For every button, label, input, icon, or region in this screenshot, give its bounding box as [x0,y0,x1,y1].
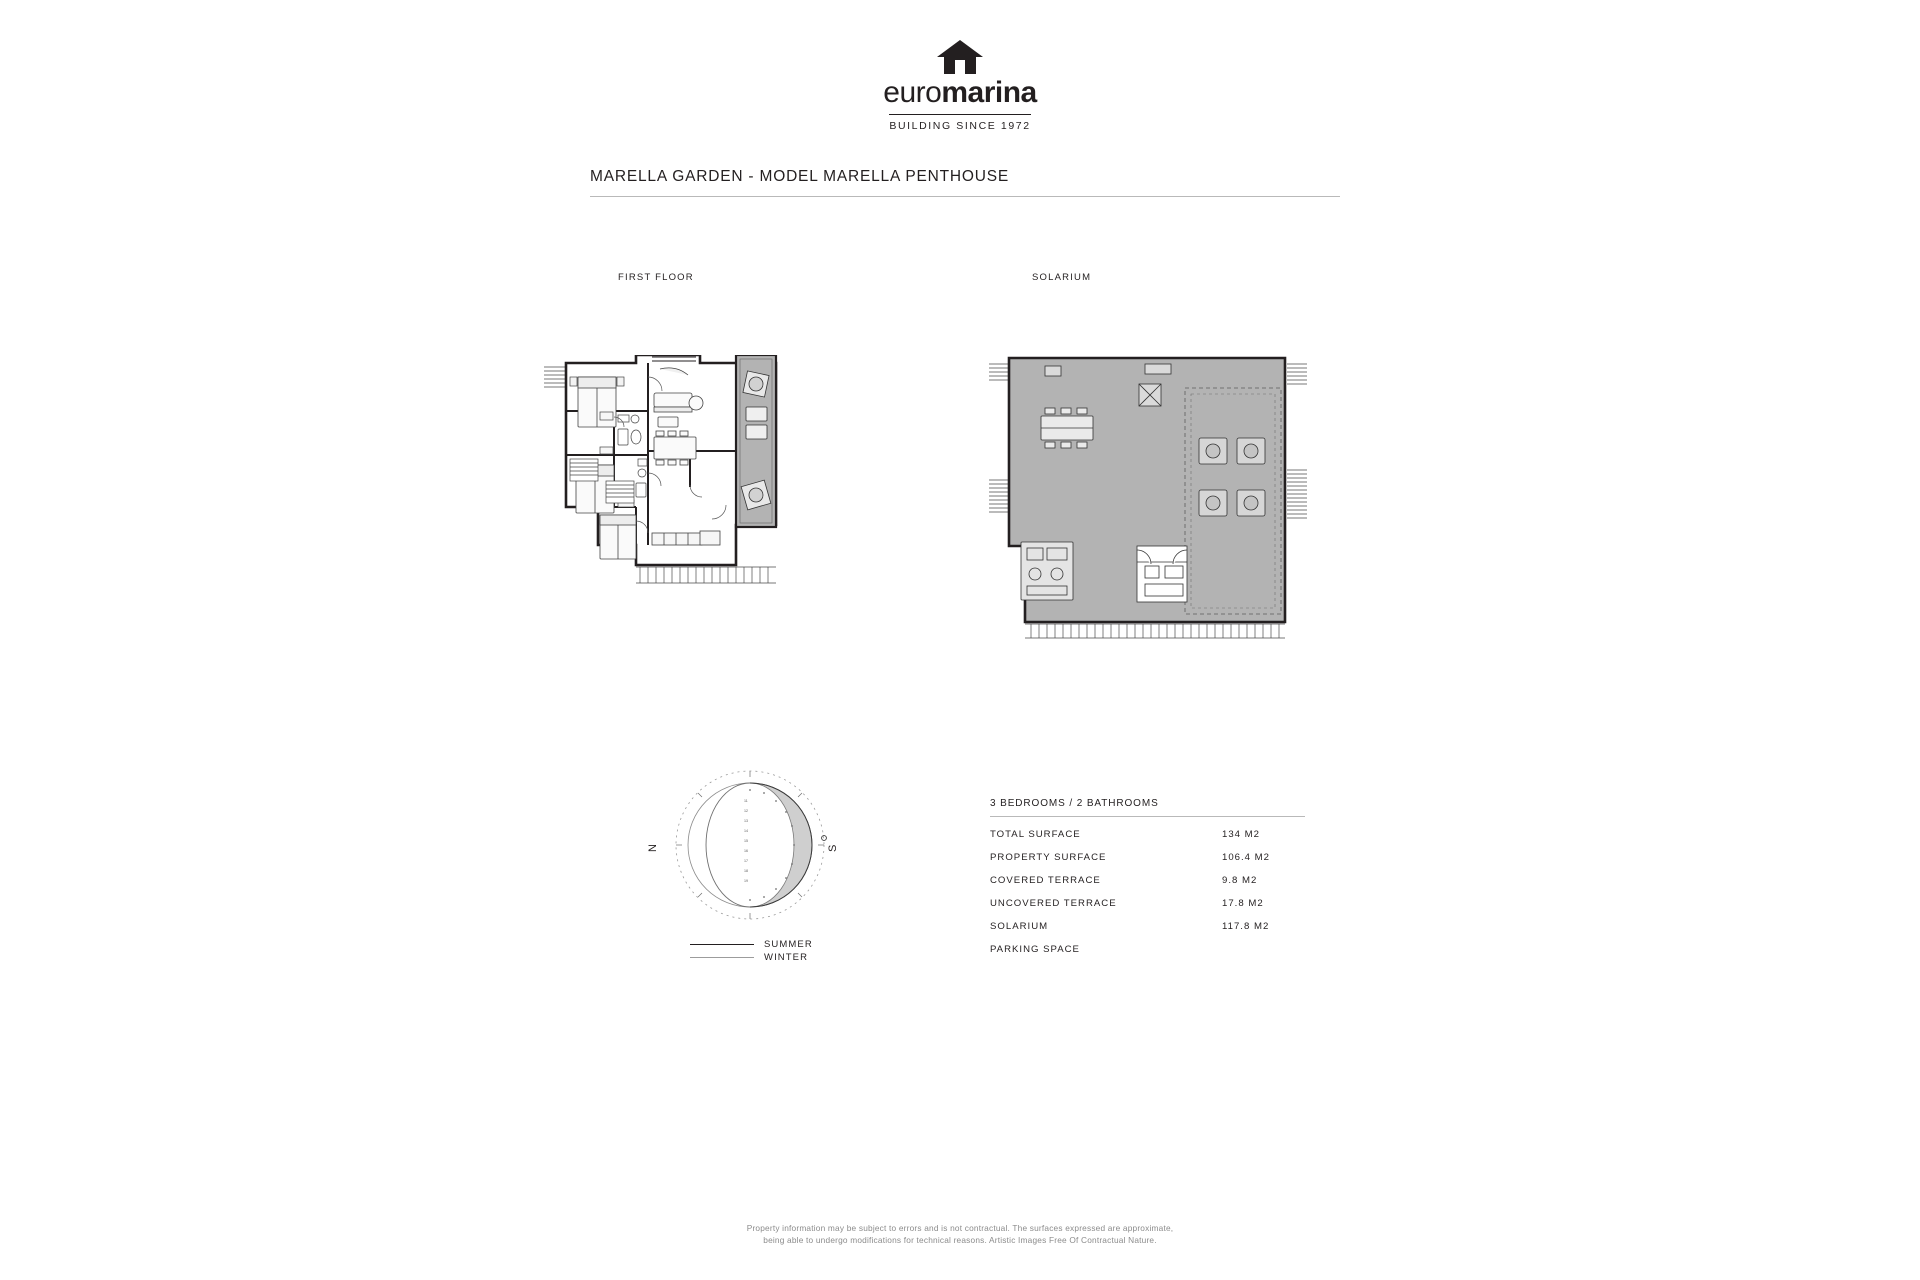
spec-value-covered-terrace: 9.8 M2 [1222,875,1258,886]
spec-label-solarium: SOLARIUM [990,921,1049,932]
table-row [990,898,1305,909]
table-row [990,944,1305,955]
floorplan-solarium [985,350,1385,655]
svg-text:18: 18 [744,869,748,873]
svg-text:14: 14 [744,829,748,833]
spec-label-property-surface: PROPERTY SURFACE [990,852,1107,863]
legend-label-winter: WINTER [764,952,809,963]
svg-text:11: 11 [744,799,748,803]
svg-text:13: 13 [744,819,748,823]
table-row [990,875,1305,886]
footer-disclaimer [0,1222,1920,1247]
legend-line-winter [690,957,754,958]
svg-text:16: 16 [744,849,748,853]
legend-line-summer [690,944,754,945]
svg-text:19: 19 [744,879,748,883]
spec-label-covered-terrace: COVERED TERRACE [990,875,1101,886]
footer-line-2: being able to undergo modifications for technical reasons. Artistic Images Free Of Contractual Nature. [763,1235,1157,1246]
brand-wordmark [860,78,1060,108]
svg-text:17: 17 [744,859,748,863]
spec-value-property-surface: 106.4 M2 [1222,852,1271,863]
section-label-first-floor: FIRST FLOOR [618,272,694,283]
house-logo-icon [937,40,983,74]
table-row [990,829,1305,840]
svg-text:S: S [827,844,839,852]
sun-path-legend [690,938,813,964]
spec-value-total-surface: 134 M2 [1222,829,1260,840]
specs-table [990,798,1305,955]
table-row [990,852,1305,863]
svg-text:N: N [647,844,659,852]
spec-label-parking-space: PARKING SPACE [990,944,1080,955]
title-divider [590,196,1340,197]
floorplan-first-floor [540,355,940,660]
page-title: MARELLA GARDEN - MODEL MARELLA PENTHOUSE [590,168,1010,185]
specs-heading: 3 BEDROOMS / 2 BATHROOMS [990,798,1305,817]
brand-tagline: BUILDING SINCE 1972 [889,114,1030,132]
spec-value-solarium: 117.8 M2 [1222,921,1270,932]
spec-label-uncovered-terrace: UNCOVERED TERRACE [990,898,1117,909]
section-label-solarium: SOLARIUM [1032,272,1092,283]
sun-path-diagram [640,760,860,935]
brand-name-thin: euro [883,76,942,109]
svg-text:12: 12 [744,809,748,813]
brand-logo [860,40,1060,134]
svg-text:15: 15 [744,839,748,843]
legend-item-winter [690,951,813,964]
brand-name-bold: marina [941,76,1037,109]
footer-line-1: Property information may be subject to errors and is not contractual. The surfaces expressed are approximate, [746,1223,1174,1233]
spec-label-total-surface: TOTAL SURFACE [990,829,1081,840]
spec-value-uncovered-terrace: 17.8 M2 [1222,898,1264,909]
table-row [990,921,1305,932]
legend-label-summer: SUMMER [764,939,813,950]
legend-item-summer [690,938,813,951]
